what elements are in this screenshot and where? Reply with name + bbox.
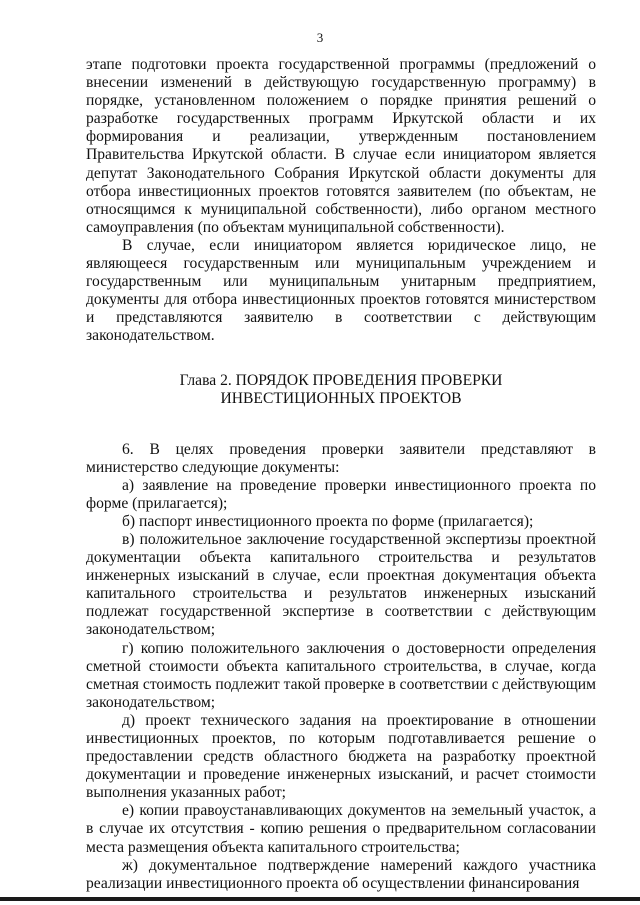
paragraph-item-6a: а) заявление на проведение проверки инвестиционного проекта по форме (прилагается);	[86, 476, 596, 512]
paragraph-continuation: этапе подготовки проекта государственной программы (предложений о внесении изменений в действующую государственную программу) в порядке, установленном положением о порядке принятия решений о разработке государственных программ Иркутской области и их формирования и реализации, утвержденным постановлением Правительства Иркутской области. В случае если инициатором является депутат Законодательного Собрания Иркутской области документы для отбора инвестиционных проектов готовятся заявителем (по объектам, не относящимся к муниципальной собственности), либо органом местного самоуправления (по объектам муниципальной собственности).	[86, 56, 596, 236]
chapter-heading-line-1: Глава 2. ПОРЯДОК ПРОВЕДЕНИЯ ПРОВЕРКИ	[179, 371, 503, 389]
chapter-heading	[86, 372, 596, 409]
paragraph-item-6: 6. В целях проведения проверки заявители представляют в министерство следующие документы:	[86, 440, 596, 476]
paragraph-item-6e: е) копии правоустанавливающих документов на земельный участок, а в случае их отсутствия - копию решения о предварительном согласовании места размещения объекта капитального строительства;	[86, 802, 596, 856]
paragraph-legal-entity: В случае, если инициатором является юридическое лицо, не являющееся государственным или муниципальным учреждением и государственным или муниципальным унитарным предприятием, документы для отбора инвестиционных проектов готовятся министерством и представляются заявителю в соответствии с действующим законодательством.	[86, 236, 596, 345]
chapter-heading-line-2: ИНВЕСТИЦИОННЫХ ПРОЕКТОВ	[220, 390, 462, 407]
document-body	[86, 56, 596, 893]
page-number: 3	[316, 30, 324, 45]
paragraph-item-6v: в) положительное заключение государственной экспертизы проектной документации объекта капитального строительства и результатов инженерных изысканий в случае, если проектная документация объекта капитального строительства и результатов инженерных изысканий подлежат государственной экспертизе в соответствии с действующим законодательством;	[86, 530, 596, 639]
paragraph-item-6b: б) паспорт инвестиционного проекта по форме (прилагается);	[122, 512, 534, 530]
paragraph-item-6d: д) проект технического задания на проектирование в отношении инвестиционных проектов, по которым подготавливается решение о предоставлении средств областного бюджета на разработку проектной документации и проведение инженерных изысканий, и расчет стоимости выполнения указанных работ;	[86, 711, 596, 802]
paragraph-item-6g: г) копию положительного заключения о достоверности определения сметной стоимости объекта капитального строительства, в случае, когда сметная стоимость подлежит такой проверке в соответствии с действующим законодательством;	[86, 639, 596, 711]
scan-bottom-edge	[0, 897, 640, 901]
paragraph-item-6zh: ж) документальное подтверждение намерений каждого участника реализации инвестиционного проекта об осуществлении финансирования	[86, 856, 596, 892]
